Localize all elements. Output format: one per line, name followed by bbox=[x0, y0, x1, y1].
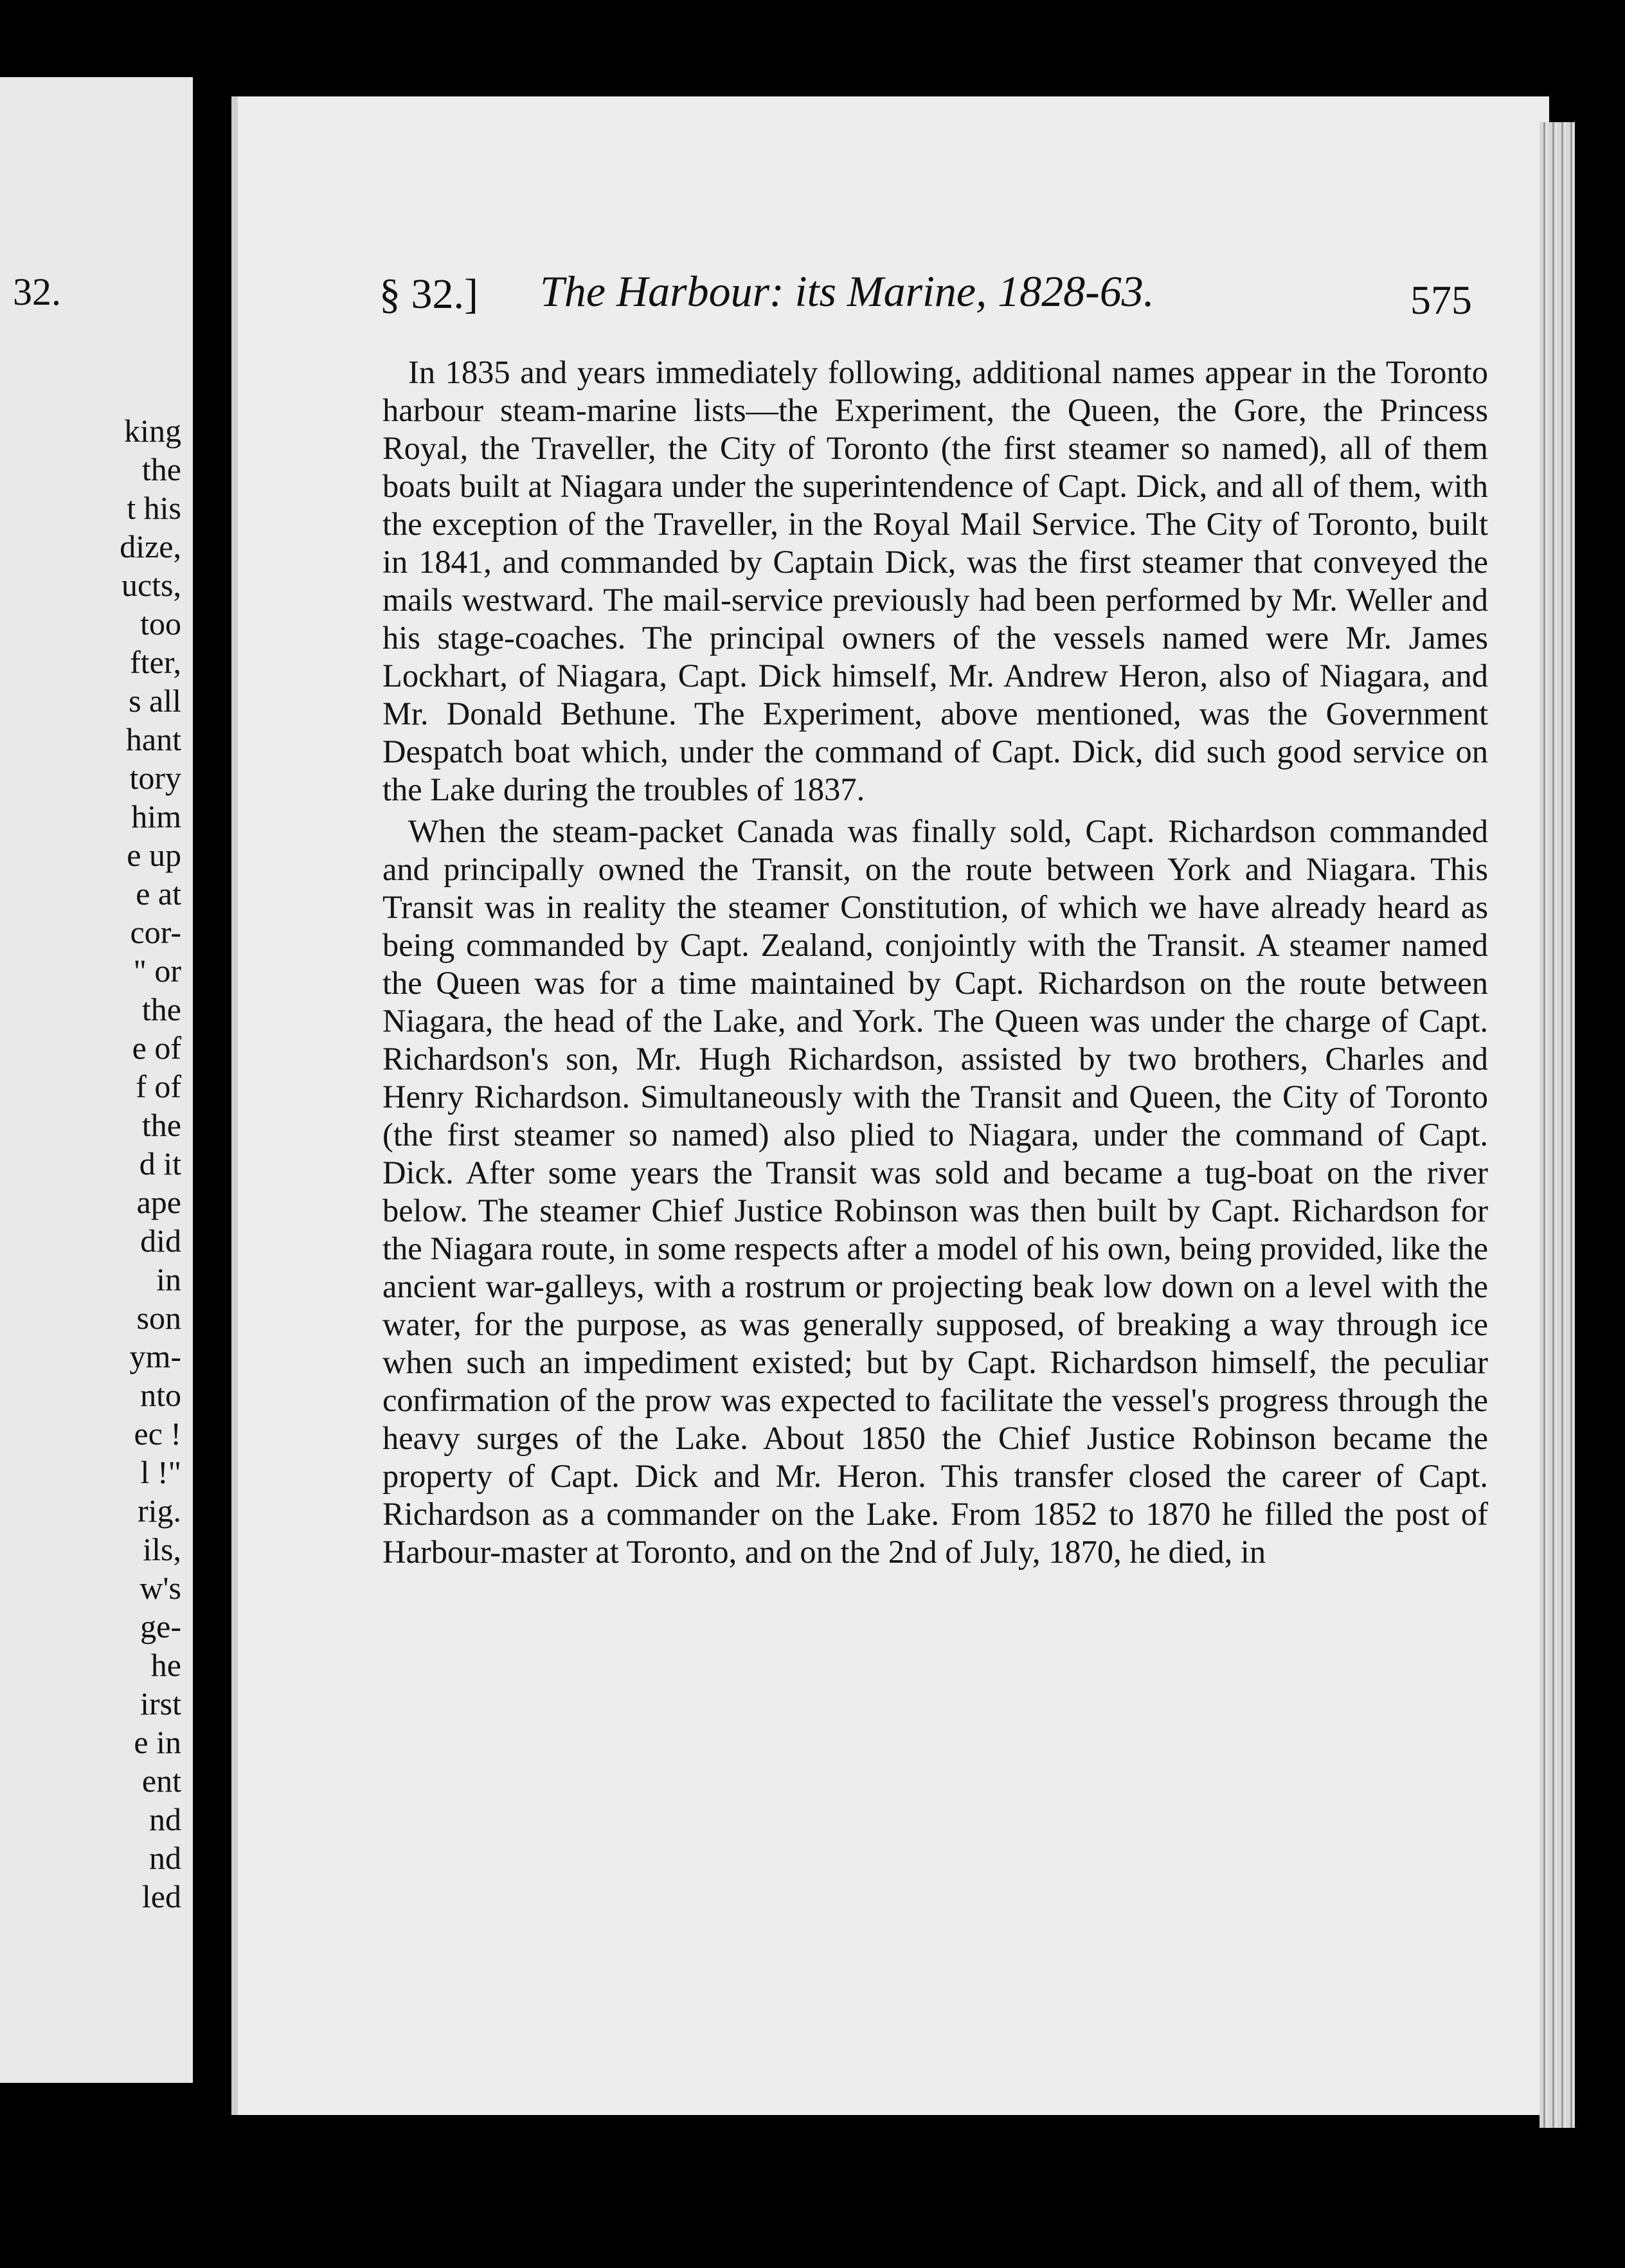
previous-page-line: nto bbox=[140, 1377, 181, 1413]
previous-page-line: fter, bbox=[130, 644, 181, 680]
previous-page-line: king bbox=[124, 413, 181, 449]
previous-page-line: ent bbox=[141, 1763, 181, 1799]
book-page bbox=[231, 96, 1549, 2115]
previous-page-line: e in bbox=[134, 1724, 181, 1760]
previous-page-line: e at bbox=[136, 876, 181, 912]
previous-page-line: f of bbox=[136, 1068, 181, 1104]
previous-page-line: ape bbox=[136, 1184, 181, 1220]
previous-page-line: him bbox=[131, 798, 181, 834]
previous-page-line: hant bbox=[125, 721, 181, 757]
previous-page-line: too bbox=[140, 606, 181, 642]
previous-page-line: nd bbox=[149, 1801, 181, 1837]
previous-page-line: ec ! bbox=[134, 1416, 181, 1452]
previous-page-line: led bbox=[141, 1878, 181, 1914]
previous-page-line: e of bbox=[132, 1030, 181, 1066]
previous-page bbox=[0, 77, 197, 2083]
previous-page-line: in bbox=[156, 1261, 181, 1297]
page-number: 575 bbox=[1410, 277, 1472, 323]
previous-page-line: l !" bbox=[140, 1454, 181, 1490]
section-marker: § 32.] bbox=[379, 271, 478, 318]
previous-page-line: ge- bbox=[140, 1608, 181, 1644]
previous-page-line: ils, bbox=[143, 1531, 181, 1567]
previous-page-number: 32. bbox=[13, 271, 61, 313]
previous-page-line: the bbox=[141, 1107, 181, 1143]
running-title: The Harbour: its Marine, 1828-63. bbox=[540, 267, 1154, 316]
previous-page-line: s all bbox=[129, 683, 181, 719]
previous-page-line-endings bbox=[120, 411, 181, 1916]
previous-page-line: t his bbox=[127, 490, 181, 526]
running-header bbox=[379, 267, 1498, 341]
previous-page-line: ym- bbox=[129, 1338, 181, 1374]
previous-page-line: " or bbox=[133, 953, 181, 989]
previous-page-line: e up bbox=[127, 837, 181, 873]
previous-page-line: irst bbox=[140, 1686, 181, 1722]
previous-page-line: did bbox=[140, 1223, 181, 1259]
previous-page-line: dize, bbox=[120, 528, 181, 564]
previous-page-line: tory bbox=[129, 760, 181, 796]
previous-page-line: w's bbox=[139, 1570, 181, 1606]
previous-page-line: cor- bbox=[130, 914, 181, 950]
body-text bbox=[382, 354, 1488, 1571]
previous-page-line: the bbox=[141, 991, 181, 1027]
previous-page-line: the bbox=[141, 451, 181, 487]
page-edges bbox=[1540, 122, 1575, 2128]
paragraph-2: When the steam-packet Canada was finally sold, Capt. Richardson commanded and principally owned the Transit, on the route between York and Niagara. This Transit was in reality the steamer Constitution, of which we have already heard as being commanded by Capt. Zealand, conjointly with the Transit. A steamer named the Queen was for a time maintained by Capt. Richardson on the route between Niagara, the head of the Lake, and York. The Queen was under the charge of Capt. Richardson's son, Mr. Hugh Richardson, assisted by two brothers, Charles and Henry Richardson. Simultaneously with the Transit and Queen, the City of Toronto (the first steamer so named) also plied to Niagara, under the command of Capt. Dick. After some years the Transit was sold and became a tug-boat on the river below. The steamer Chief Justice Robinson was then built by Capt. Richardson for the Niagara route, in some respects after a model of his own, being provided, like the ancient war-galleys, with a rostrum or projecting beak low down on a level with the water, for the purpose, as was generally supposed, of breaking a way through ice when such an impediment existed; but by Capt. Richardson himself, the peculiar confirmation of the prow was expected to facilitate the vessel's progress through the heavy surges of the Lake. About 1850 the Chief Justice Robinson became the property of Capt. Dick and Mr. Heron. This transfer closed the career of Capt. Richardson as a commander on the Lake. From 1852 to 1870 he filled the post of Harbour-master at Toronto, and on the 2nd of July, 1870, he died, in bbox=[382, 813, 1488, 1570]
previous-page-line: rig. bbox=[137, 1493, 181, 1529]
previous-page-line: he bbox=[150, 1647, 181, 1683]
previous-page-line: nd bbox=[149, 1840, 181, 1876]
previous-page-line: son bbox=[136, 1300, 181, 1336]
previous-page-line: d it bbox=[139, 1146, 181, 1182]
paragraph-1: In 1835 and years immediately following, additional names appear in the Toronto harbour steam-marine lists—the Experiment, the Queen, the Gore, the Princess Royal, the Traveller, the City of Toronto (the first steamer so named), all of them boats built at Niagara under the superintendence of Capt. Dick, and all of them, with the exception of the Traveller, in the Royal Mail Service. The City of Toronto, built in 1841, and commanded by Captain Dick, was the first steamer that conveyed the mails westward. The mail-service previously had been performed by Mr. Weller and his stage-coaches. The principal owners of the vessels named were Mr. James Lockhart, of Niagara, Capt. Dick himself, Mr. Andrew Heron, also of Niagara, and Mr. Donald Bethune. The Experiment, above mentioned, was the Government Despatch boat which, under the command of Capt. Dick, did such good service on the Lake during the troubles of 1837. bbox=[382, 354, 1488, 807]
previous-page-line: ucts, bbox=[121, 567, 181, 603]
